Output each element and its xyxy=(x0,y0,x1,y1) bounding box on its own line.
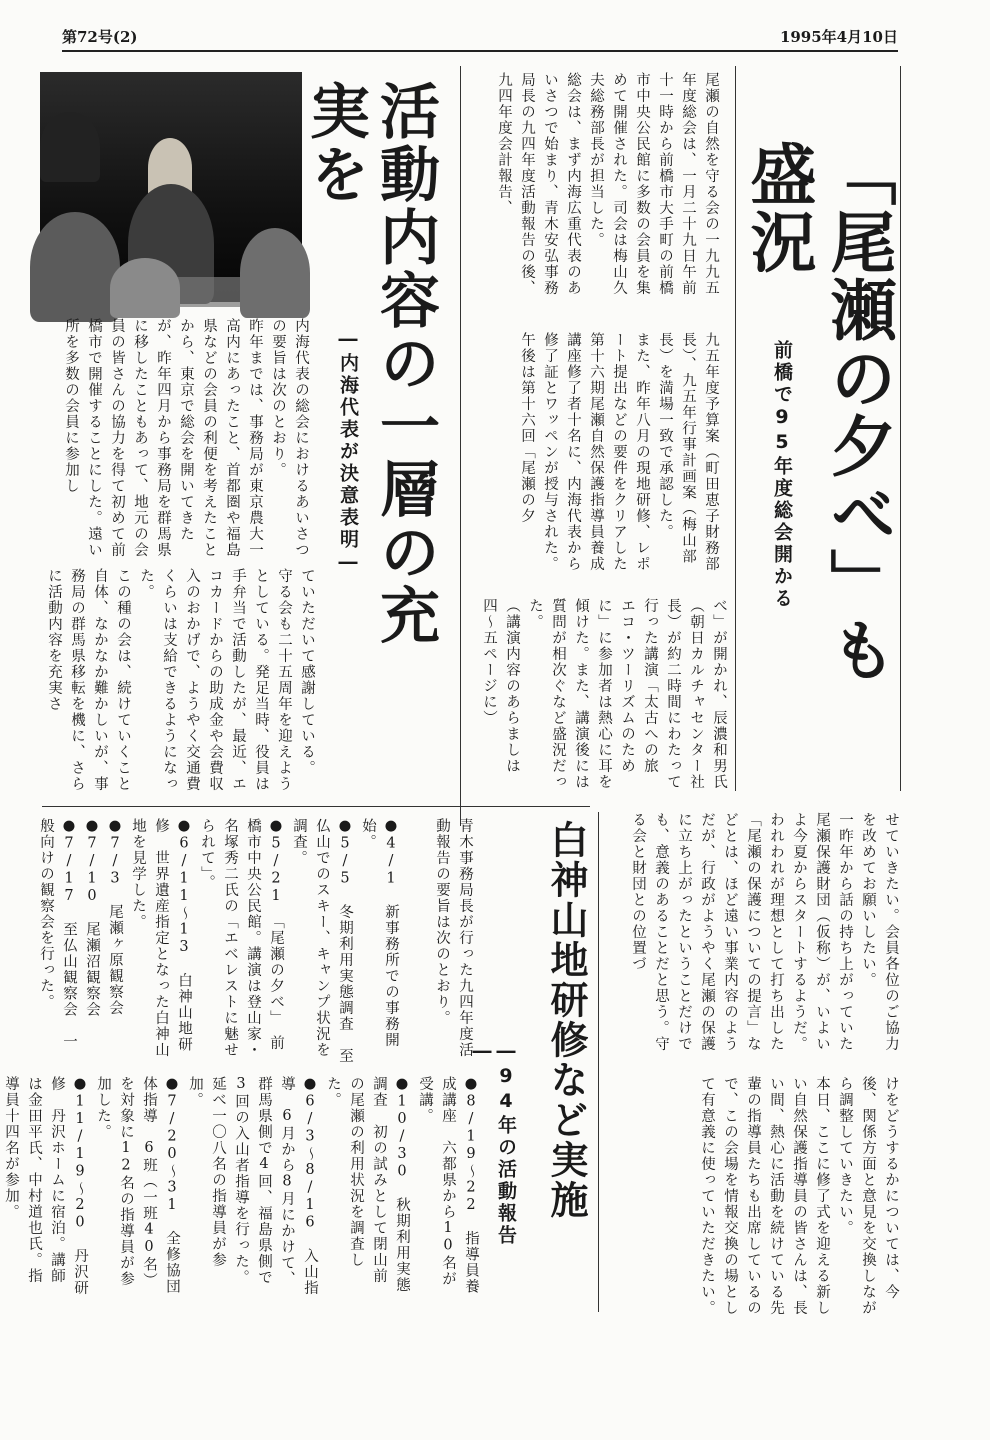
article1-headline: 「尾瀬の夕べ」も盛況 xyxy=(739,140,897,684)
article1-column-3: べ」が開かれ、辰濃和男氏（朝日カルチャセンター社長）が約二時間にわたって行った講演「太古への旅 エコ・ツーリズムのために」に参加者は熱心に耳を傾けた。また、講演後には質問が相次ぐなど盛況だった。 （講演内容のあらましは四〜五ページに） xyxy=(481,598,727,790)
article2-column-4: けをどうするかについては、今後、関係方面と意見を交換しながら調整していきたい。 本日、ここに修了式を迎える新しい自然保護指導員の皆さんは、長い間、熱心に活動を続けている先輩の指導員たちも出席しているので、この会場を情報交換の場として有意義に使っていただきたい。 xyxy=(699,1076,899,1316)
article3-intro: 青木事務局長が行った九四年度活動報告の要旨は次のとおり。 xyxy=(434,818,473,1058)
issue-number: 第72号(2) xyxy=(62,28,138,46)
article1-column-2: 九五年度予算案（町田恵子財務部長）、九五年行事計画案（梅山部長）を満場一致で承認した。 また、昨年八月の現地研修、レポート提出などの要件をクリアした第十六期尾瀬自然保護指導員養成講座修了者十名に、内海代表から修了証とワッペンが授与された。 午後は第十六回「尾瀬の夕 xyxy=(519,332,719,572)
article3-subhead: ―94年の活動報告― xyxy=(471,1040,517,1247)
article3-headline: 白神山地研修など実施 xyxy=(544,820,589,1220)
article3-report-top: ●4/1 新事務所での事務開始。 ●5/5 冬期利用実態調査 至仏山でのスキー、キャンプ状況を調査。 ●5/21 「尾瀬の夕べ」 前橋市中央公民館。講演は登山家・名塚秀二氏の「エベレストに魅せられて」。 ●6/11〜13 白神山地研修 世界遺産指定となった白神山地を見学した。 ●7/3 尾瀬ヶ原観察会 ●7/10 尾瀬沼観察会 ●7/17 至仏山観察会 一般向けの観察会を行った。 xyxy=(38,818,399,1064)
headline-box-left-rule xyxy=(735,66,736,791)
headline-box-right-rule xyxy=(900,66,901,791)
article1-subhead: 前橋で95年度総会開かる xyxy=(771,340,793,610)
meeting-photo-icon xyxy=(40,72,302,302)
lower-section-rule xyxy=(42,806,590,807)
article2-column-2: ていただいて感謝している。 守る会も二十五周年を迎えようとしている。発足当時、役員は手弁当で活動したが、最近、エコカードからの助成金や会費収入のおかげで、ようやく交通費くらいは支給できるようになった。 この種の会は、続けていくこと自体、なかなか難かしいが、事務局の群馬県移転を機に、さらに活動内容を充実さ xyxy=(46,568,315,792)
article2-headline: 活動内容の一層の充実を xyxy=(300,80,440,647)
header-rule xyxy=(62,50,898,52)
article2-column-1: 内海代表の総会におけるあいさつの要旨は次のとおり。 昨年までは、事務局が東京農大一高内にあったこと、首都圏や福島県などの会員の利便を考えたことから、東京で総会を開いてきたが、昨年四月から事務局を群馬県に移したこともあって、地元の会員の皆さんの協力を得て初めて前橋市で開催することにした。遠い所を多数の会員に参加し xyxy=(63,318,309,558)
article-divider xyxy=(460,66,461,826)
article2-column-3: せていきたい。会員各位のご協力を改めてお願いしたい。 一昨年から話の持ち上がっていた尾瀬保護財団（仮称）が、いよいよ今夏からスタートするようだ。われわれが理想として打ち出した「尾瀬の保護についての提言」などとは、ほど遠い事業内容のようだが、行政がようやく尾瀬の保護に立ち上がったということだけでも、意義のあることだと思う。守る会と財団との位置づ xyxy=(630,812,899,1052)
lower-divider xyxy=(598,812,599,1312)
article1-column-1: 尾瀬の自然を守る会の一九九五年度総会は、一月二十九日午前十一時から前橋市大手町の前橋市中央公民館に多数の会員を集めて開催された。司会は梅山久夫総務部長が担当した。 総会は、まず内海広重代表のあいさつで始まり、青木安弘事務局長の九四年度活動報告の後、九四年度会計報告、 xyxy=(496,72,719,296)
issue-date: 1995年4月10日 xyxy=(779,28,898,46)
page-header xyxy=(62,22,898,50)
article3-report-bottom: ●8/19〜22 指導員養成講座 六都県から10名が受講。 ●10/30 秋期利用実態調査 初の試みとして閉山前の尾瀬の利用状況を調査した。 ●6/3〜8/16 入山指導 6月から8月にかけて、群馬県側で4回、福島県側で3回の入山者指導を行った。延べ一〇八名の指導員が参加。 ●7/20〜31 全修協団体指導 6班（一班40名）を対象に12名の指導員が参加した。 ●11/19〜20 丹沢研修 丹沢ホームに宿泊。講師は金田平氏、中村道也氏。指導員十四名が参加。 xyxy=(3,1076,479,1296)
article2-subhead: ―内海代表が決意表明― xyxy=(337,328,359,576)
